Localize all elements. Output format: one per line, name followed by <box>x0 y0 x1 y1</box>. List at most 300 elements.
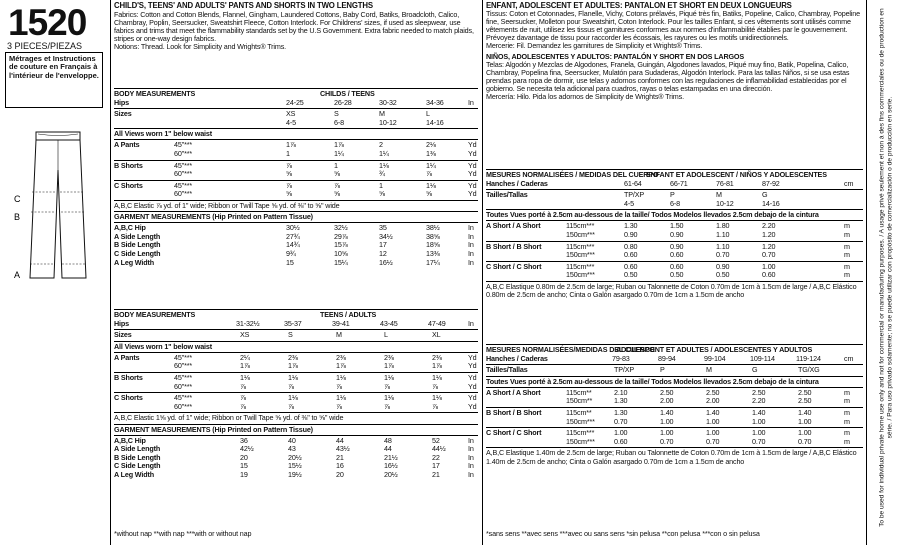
table-cell: 150cm*** <box>566 250 595 260</box>
left-column <box>2 0 106 545</box>
table-cell: m <box>844 428 850 438</box>
table-cell: 2.50 <box>706 387 720 397</box>
table-cell: 1⅞ <box>336 361 346 371</box>
table-cell: 1.00 <box>798 416 812 426</box>
notions-text: Notions: Thread. Look for Simplicity and Wrights® Trims. <box>114 42 286 52</box>
table-cell: 1⅛ <box>240 373 250 383</box>
table-cell: ⅞ <box>286 180 292 190</box>
table-cell: B Short / B Short <box>486 241 542 251</box>
table-cell: 87-92 <box>762 178 780 188</box>
table-cell: P <box>660 365 665 375</box>
table-cell: XS <box>286 109 296 119</box>
french-instructions-note: Métrages et Instructions de couture en Français à l'intérieur de l'enveloppe. <box>5 52 103 108</box>
table-cell: A Side Length <box>114 231 161 241</box>
table-cell: 60"*** <box>174 149 193 159</box>
table-cell: 1⅛ <box>432 373 442 383</box>
table-cell: 1.50 <box>670 221 684 231</box>
table-cell: A Pants <box>114 140 140 150</box>
table-cell: C Side Length <box>114 461 161 471</box>
table-cell: 15 <box>286 257 294 267</box>
garment-row <box>114 259 478 268</box>
table-cell: ⅞ <box>288 401 294 411</box>
table-cell: B Short / B Short <box>486 408 542 418</box>
table-cell: 1.00 <box>752 416 766 426</box>
view-c-label: C <box>14 194 21 204</box>
table-cell: C Short / C Short <box>486 428 542 438</box>
table-cell: 1.10 <box>716 230 730 240</box>
yardage-row <box>486 251 863 260</box>
table-cell: 44½ <box>432 444 446 454</box>
table-cell: 0.90 <box>670 230 684 240</box>
table-cell: ⅞ <box>286 160 292 170</box>
table-cell: A Side Length <box>114 444 161 454</box>
table-cell: 13⅜ <box>426 249 440 258</box>
table-cell: 52 <box>432 435 440 445</box>
table-cell: 1⅛ <box>288 373 298 383</box>
yardage-row <box>114 394 478 403</box>
yardage-row <box>114 150 478 159</box>
table-cell: A Leg Width <box>114 257 154 267</box>
table-cell: 48 <box>384 435 392 445</box>
table-cell: 115cm** <box>566 408 592 418</box>
table-cell: 0.70 <box>614 416 628 426</box>
table-cell: Tailles/Tallas <box>486 190 528 200</box>
english-section <box>114 2 478 52</box>
table-cell: 60"*** <box>174 361 193 371</box>
table-cell: 20 <box>240 452 248 462</box>
table-cell: 10-12 <box>379 117 397 127</box>
table-cell: C Short / C Short <box>486 261 542 271</box>
usage-disclaimer <box>866 0 904 545</box>
table-cell: 99-104 <box>704 353 726 363</box>
table-rule <box>114 200 478 201</box>
mercerie-text: Mercerie: Fil. Demandez les garnitures de Simplicity et Wrights® Trims. <box>486 41 703 51</box>
table-cell: Yd <box>468 381 477 391</box>
table-cell: 109-114 <box>750 353 775 363</box>
table-cell: S <box>288 330 293 340</box>
table-cell: 2.10 <box>614 387 628 397</box>
garment-header: GARMENT MEASUREMENTS (Hip Printed on Pattern Tissue) <box>114 424 313 434</box>
table-rule <box>114 424 478 425</box>
table-cell: 9¾ <box>286 249 296 258</box>
pattern-number: 1520 <box>8 2 87 43</box>
table-cell: BODY MEASUREMENTS <box>114 89 196 98</box>
table-cell: 0.60 <box>762 270 776 280</box>
view-b-label: B <box>14 212 21 222</box>
table-cell: 2.50 <box>752 387 766 397</box>
table-cell: 0.60 <box>670 261 684 271</box>
table-cell: 2⅜ <box>336 352 346 362</box>
table-cell: m <box>844 396 850 406</box>
french-title: ENFANT, ADOLESCENT ET ADULTES: PANTALON ET SHORT EN DEUX LONGUEURS <box>486 1 792 10</box>
table-cell: A Short / A Short <box>486 387 541 397</box>
table-cell: 31-32½ <box>236 318 260 328</box>
table-cell: ⅞ <box>288 381 294 391</box>
elastic-note: A,B,C Elastique 1.40m de 2.5cm de large; Ruban ou Talonnette de Coton 0.70m de 1cm à 1.5cm de large / A,B,C Elástico 1.40m de 2.5cm de ancho; Cinta o Galón asargado 0.70m de 1cm a 1.5cm de ancho <box>486 448 857 466</box>
elastic-note: A,B,C Elastic ⅞ yd. of 1" wide; Ribbon or Twill Tape ⅝ yd. of ⅜" to ⅝" wide <box>114 201 340 211</box>
table-cell: A,B,C Hip <box>114 223 146 233</box>
sizes-row <box>486 366 863 375</box>
table-cell: 1 <box>286 149 290 159</box>
child-table <box>114 87 478 267</box>
garment-header: GARMENT MEASUREMENTS (Hip Printed on Pattern Tissue) <box>114 212 313 222</box>
table-cell: 0.50 <box>670 270 684 280</box>
table-cell: L <box>426 109 430 119</box>
table-cell: M <box>379 109 385 119</box>
views-note: All Views worn 1" below waist <box>114 341 212 351</box>
table-cell: m <box>844 416 850 426</box>
table-cell: 1 <box>334 160 338 170</box>
table-cell: 15½ <box>288 461 302 471</box>
table-cell: 1¼ <box>379 149 389 159</box>
table-cell: m <box>844 387 850 397</box>
table-cell: 45"*** <box>174 393 193 403</box>
table-cell: 1⅞ <box>286 140 296 150</box>
table-cell: 0.60 <box>624 261 638 271</box>
table-cell: 15 <box>240 461 248 471</box>
table-cell: 1.30 <box>614 408 628 418</box>
table-cell: 0.70 <box>660 436 674 446</box>
table-cell: 15⅞ <box>334 240 348 250</box>
table-cell: 45"*** <box>174 373 193 383</box>
table-cell: Yd <box>468 393 477 403</box>
table-cell: A,B,C Hip <box>114 435 146 445</box>
table-cell: XL <box>432 330 441 340</box>
table-cell: 0.50 <box>624 270 638 280</box>
table-cell: 1.40 <box>752 408 766 418</box>
table-cell: 2.20 <box>752 396 766 406</box>
table-cell: In <box>468 444 474 454</box>
table-cell: 2.20 <box>762 221 776 231</box>
table-cell: ⅝ <box>286 189 292 199</box>
table-rule <box>114 329 478 330</box>
table-cell: m <box>844 230 850 240</box>
table-cell: ⅞ <box>240 401 246 411</box>
table-cell: 26-28 <box>334 97 352 107</box>
table-cell: ⅞ <box>384 381 390 391</box>
table-cell: cm <box>844 353 854 363</box>
table-cell: 17 <box>432 461 440 471</box>
telas-text: Telas: Algodón y Mezclas de Algodones, Franela, Guingán, Algodones lavados, Piqué muy fino, Batik, Popelina, Calico, Chambray, Popelina fina, Seersucker, Mulatón para Sudaderas, Algodón Interlock. Para las tallas Niños, si se usa estas prendas para ropa de dormir, use telas y adornos conformes con las regulaciones de inflamabilidad establecidas por el gobierno. Se necesita tela adicional para cuadros, rayas o telas estampadas en una dirección. <box>486 59 850 93</box>
table-cell: MESURES NORMALISÉES/MEDIDAS DEL CUERPO <box>486 345 655 354</box>
table-cell: Yd <box>468 160 477 170</box>
yardage-row <box>486 438 863 447</box>
table-cell: 60"*** <box>174 401 193 411</box>
table-cell: 2.00 <box>660 396 674 406</box>
table-cell: 2⅜ <box>432 352 442 362</box>
table-cell: 1.00 <box>706 416 720 426</box>
table-cell: 12 <box>379 249 387 258</box>
table-cell: Hanches / Caderas <box>486 178 548 188</box>
table-cell: 1.30 <box>624 221 638 231</box>
table-cell: In <box>468 435 474 445</box>
table-cell: Yd <box>468 189 477 199</box>
table-cell: 1⅛ <box>288 393 298 403</box>
table-cell: 2.00 <box>706 396 720 406</box>
table-cell: In <box>468 223 474 233</box>
table-cell: ⅞ <box>426 169 432 179</box>
table-cell: ⅝ <box>334 169 340 179</box>
merceria-text: Mercería: Hilo. Pida los adornos de Simplicity de Wrights® Trims. <box>486 92 684 102</box>
table-cell: 1⅛ <box>336 393 346 403</box>
yardage-row <box>114 170 478 179</box>
table-cell: 1⅛ <box>379 160 389 170</box>
table-cell: m <box>844 408 850 418</box>
table-cell: 79-83 <box>612 353 630 363</box>
table-cell: 150cm*** <box>566 270 595 280</box>
table-cell: 1.00 <box>798 428 812 438</box>
english-title: CHILD'S, TEENS' AND ADULTS' PANTS AND SHORTS IN TWO LENGTHS <box>114 1 373 10</box>
table-cell: TEENS / ADULTS <box>320 310 377 319</box>
views-note: Toutes Vues porté à 2.5cm au-dessous de la taille/ Todos Modelos llevados 2.5cm debajo de la cintura <box>486 376 819 386</box>
table-cell: 45"*** <box>174 180 193 190</box>
table-cell: 45"*** <box>174 140 193 150</box>
table-cell: C Shorts <box>114 180 143 190</box>
fr-adult-table <box>486 343 863 466</box>
table-cell: Yd <box>468 149 477 159</box>
table-cell: 35 <box>379 223 387 233</box>
table-cell: ⅞ <box>336 401 342 411</box>
table-cell: ⅞ <box>432 381 438 391</box>
table-cell: 21 <box>432 470 440 479</box>
fabrics-text: Fabrics: Cotton and Cotton Blends, Flannel, Gingham, Laundered Cottons, Baby Cord, Batiks, Broadcloth, Calico, Chambray, Poplin, Seersucker, Sweatshirt Fleece, Cotton Interlock. For Childrens' sizes, if used as sleepwear, use fabrics and trims that meet the flammability standards set by the U.S Government. Extra fabric needed to match plaids, stripes or one-way design fabrics. <box>114 10 474 44</box>
table-rule <box>114 108 478 109</box>
table-cell: 24-25 <box>286 97 304 107</box>
table-cell: 34-36 <box>426 97 444 107</box>
table-cell: In <box>468 452 474 462</box>
table-cell: ⅞ <box>240 393 246 403</box>
table-cell: In <box>468 249 474 258</box>
yardage-row <box>114 162 478 171</box>
table-cell: 1.20 <box>762 230 776 240</box>
table-cell: 150cm*** <box>566 416 595 426</box>
table-cell: 2⅜ <box>384 352 394 362</box>
table-cell: cm <box>844 178 854 188</box>
table-cell: 47-49 <box>428 318 446 328</box>
table-cell: 0.60 <box>624 250 638 260</box>
table-cell: ⅝ <box>286 169 292 179</box>
table-cell: 76-81 <box>716 178 734 188</box>
views-note: All Views worn 1" below waist <box>114 129 212 139</box>
elastic-note: A,B,C Elastique 0.80m de 2.5cm de large; Ruban ou Talonnette de Coton 0.70m de 1cm à 1.5cm de large / A,B,C Elástico 0.80m de 2.5cm de ancho; Cinta o Galón asargado 0.70m de 1cm a 1.5cm de ancho <box>486 282 857 300</box>
table-cell: 1.00 <box>752 428 766 438</box>
yardage-row <box>486 271 863 280</box>
table-cell: C Shorts <box>114 393 143 403</box>
yardage-row <box>486 418 863 427</box>
table-cell: 1 <box>379 180 383 190</box>
garment-row <box>114 241 478 250</box>
hips-row <box>114 99 478 108</box>
table-cell: 1.00 <box>762 261 776 271</box>
table-cell: In <box>468 461 474 471</box>
yardage-row <box>114 403 478 412</box>
english-footer: *without nap **with nap ***with or without nap <box>114 529 252 538</box>
table-cell: 2⅛ <box>426 140 436 150</box>
table-cell: 45"*** <box>174 160 193 170</box>
sizes-row <box>114 110 478 119</box>
table-rule <box>114 412 478 413</box>
yardage-row <box>114 374 478 383</box>
table-cell: MESURES NORMALISÉES / MEDIDAS DEL CUERPO <box>486 170 659 179</box>
table-cell: ⅞ <box>240 381 246 391</box>
table-cell: 60"*** <box>174 381 193 391</box>
table-cell: Hips <box>114 97 129 107</box>
hips-row <box>486 355 863 364</box>
table-cell: 1⅛ <box>426 180 436 190</box>
table-cell: 43 <box>288 444 296 454</box>
table-cell: Yd <box>468 401 477 411</box>
table-cell: 4-5 <box>286 117 296 127</box>
table-cell: 1⅞ <box>288 361 298 371</box>
yardage-row <box>114 383 478 392</box>
table-cell: 1.00 <box>660 428 674 438</box>
table-cell: 66-71 <box>670 178 688 188</box>
table-cell: B Side Length <box>114 240 161 250</box>
table-cell: 16½ <box>384 461 398 471</box>
table-cell: 1⅞ <box>384 361 394 371</box>
column-divider <box>482 0 483 545</box>
table-cell: Yd <box>468 180 477 190</box>
table-cell: 17¼ <box>426 257 440 267</box>
table-cell: m <box>844 261 850 271</box>
table-cell: 35-37 <box>284 318 302 328</box>
sizes-row <box>114 119 478 128</box>
table-cell: In <box>468 240 474 250</box>
table-cell: ⅞ <box>334 180 340 190</box>
table-cell: 27¾ <box>286 231 300 241</box>
table-cell: 1.40 <box>660 408 674 418</box>
table-cell: B Shorts <box>114 373 143 383</box>
table-cell: 2.50 <box>798 396 812 406</box>
table-cell: 0.90 <box>716 261 730 271</box>
table-cell: 115cm*** <box>566 428 595 438</box>
table-cell: m <box>844 241 850 251</box>
table-cell: ⅝ <box>379 189 385 199</box>
table-cell: 150cm** <box>566 396 593 406</box>
table-cell: 20½ <box>384 470 398 479</box>
table-cell: 1⅛ <box>384 373 394 383</box>
table-cell: 19 <box>240 470 248 479</box>
adult-table <box>114 308 478 480</box>
table-cell: L <box>384 330 388 340</box>
table-cell: 1.30 <box>614 396 628 406</box>
table-cell: 0.70 <box>716 250 730 260</box>
table-cell: S <box>334 109 339 119</box>
table-cell: 2.50 <box>660 387 674 397</box>
table-cell: 45"*** <box>174 352 193 362</box>
table-cell: 42½ <box>240 444 254 454</box>
table-cell: 1⅞ <box>334 140 344 150</box>
table-cell: 14¾ <box>286 240 300 250</box>
garment-row <box>114 250 478 259</box>
table-cell: 115cm*** <box>566 221 595 231</box>
table-cell: 0.80 <box>624 241 638 251</box>
french-footer: *sans sens **avec sens ***avec ou sans sens *sin pelusa **con pelusa ***con o sin pelusa <box>486 529 760 538</box>
table-cell: ⅞ <box>336 381 342 391</box>
table-rule <box>114 435 478 436</box>
table-cell: 60"*** <box>174 189 193 199</box>
table-cell: TG/XG <box>798 365 820 375</box>
table-cell: ⅞ <box>384 401 390 411</box>
table-cell: 1.00 <box>614 428 628 438</box>
table-cell: 17 <box>379 240 387 250</box>
table-cell: 0.90 <box>624 230 638 240</box>
table-cell: 2.50 <box>798 387 812 397</box>
table-cell: m <box>844 270 850 280</box>
table-cell: TP/XP <box>614 365 635 375</box>
garment-row <box>114 471 478 480</box>
views-note: Toutes Vues porté à 2.5cm au-dessous de la taille/ Todos Modelos llevados 2.5cm debajo de la cintura <box>486 210 819 220</box>
table-cell: 39-41 <box>332 318 350 328</box>
table-cell: 150cm*** <box>566 436 595 446</box>
usage-disclaimer-text: To be used for individual private home use only and not for commercial or manufacturing purposes. / A usage privé seulement et non à des fins commerciales ou de production en série. / Para uso privado solamente; no se puede utilizar con propósito de comercialización o de producción en serie. <box>878 8 893 527</box>
table-cell: M <box>336 330 342 340</box>
table-cell: Sizes <box>114 330 132 340</box>
table-cell: 2⅜ <box>288 352 298 362</box>
table-cell: 2 <box>379 140 383 150</box>
table-cell: 4-5 <box>624 198 634 208</box>
table-cell: In <box>468 231 474 241</box>
table-cell: 0.70 <box>752 436 766 446</box>
table-cell: 38⅝ <box>426 231 440 241</box>
table-cell: Hanches / Caderas <box>486 353 548 363</box>
table-cell: 1.10 <box>716 241 730 251</box>
table-cell: A Pants <box>114 352 140 362</box>
table-cell: 0.70 <box>798 436 812 446</box>
table-cell: 1⅞ <box>432 361 442 371</box>
table-cell: 150cm*** <box>566 230 595 240</box>
table-cell: 1.00 <box>660 416 674 426</box>
table-cell: ⅝ <box>426 189 432 199</box>
table-cell: CHILDS / TEENS <box>320 89 375 98</box>
table-cell: 1⅛ <box>336 373 346 383</box>
table-cell: G <box>752 365 758 375</box>
table-rule <box>486 447 863 448</box>
table-rule <box>114 160 478 161</box>
table-cell: In <box>468 97 474 107</box>
table-cell: 29⅞ <box>334 231 348 241</box>
hips-row <box>486 180 863 189</box>
table-cell: 0.60 <box>670 250 684 260</box>
table-cell: 34½ <box>379 231 393 241</box>
pants-line-drawing <box>8 130 108 290</box>
table-cell: 43-45 <box>380 318 398 328</box>
table-cell: Yd <box>468 361 477 371</box>
table-cell: 1⅞ <box>240 361 250 371</box>
table-cell: 21 <box>336 452 344 462</box>
table-cell: 6-8 <box>334 117 344 127</box>
table-cell: 1.20 <box>762 241 776 251</box>
table-cell: m <box>844 250 850 260</box>
table-cell: m <box>844 221 850 231</box>
table-cell: 0.60 <box>614 436 628 446</box>
table-cell: 43½ <box>336 444 350 454</box>
table-cell: 61-64 <box>624 178 642 188</box>
table-cell: A Short / A Short <box>486 221 541 231</box>
table-cell: 15¼ <box>334 257 348 267</box>
table-cell: 0.50 <box>716 270 730 280</box>
table-cell: 115cm** <box>566 387 592 397</box>
table-cell: B Shorts <box>114 160 143 170</box>
table-cell: m <box>844 436 850 446</box>
table-cell: 30½ <box>286 223 300 233</box>
table-cell: 1⅜ <box>426 149 436 159</box>
table-cell: 16 <box>336 461 344 471</box>
table-cell: 18⅝ <box>426 240 440 250</box>
table-cell: 20½ <box>288 452 302 462</box>
tissus-text: Tissus: Coton et Cotonnades, Flanelle, Vichy, Cotons prélavés, Piqué très fin, Batiks, Popeline, Calico, Chambray, Popeline fine, Seersucker, Molleton pour Sweatshirt, Coton Interlock. Pour les tailles Enfant, si ces vêtements sont utilisés comme vêtements de nuit, utilisez les tissus et garnitures conformes aux normes d'inflammabilité établies par le gouvernement. Prévoyez davantage de tissu pour raccorder les écossais, les rayures ou les motifs unidirectionnels. <box>486 9 861 43</box>
table-rule <box>114 180 478 181</box>
